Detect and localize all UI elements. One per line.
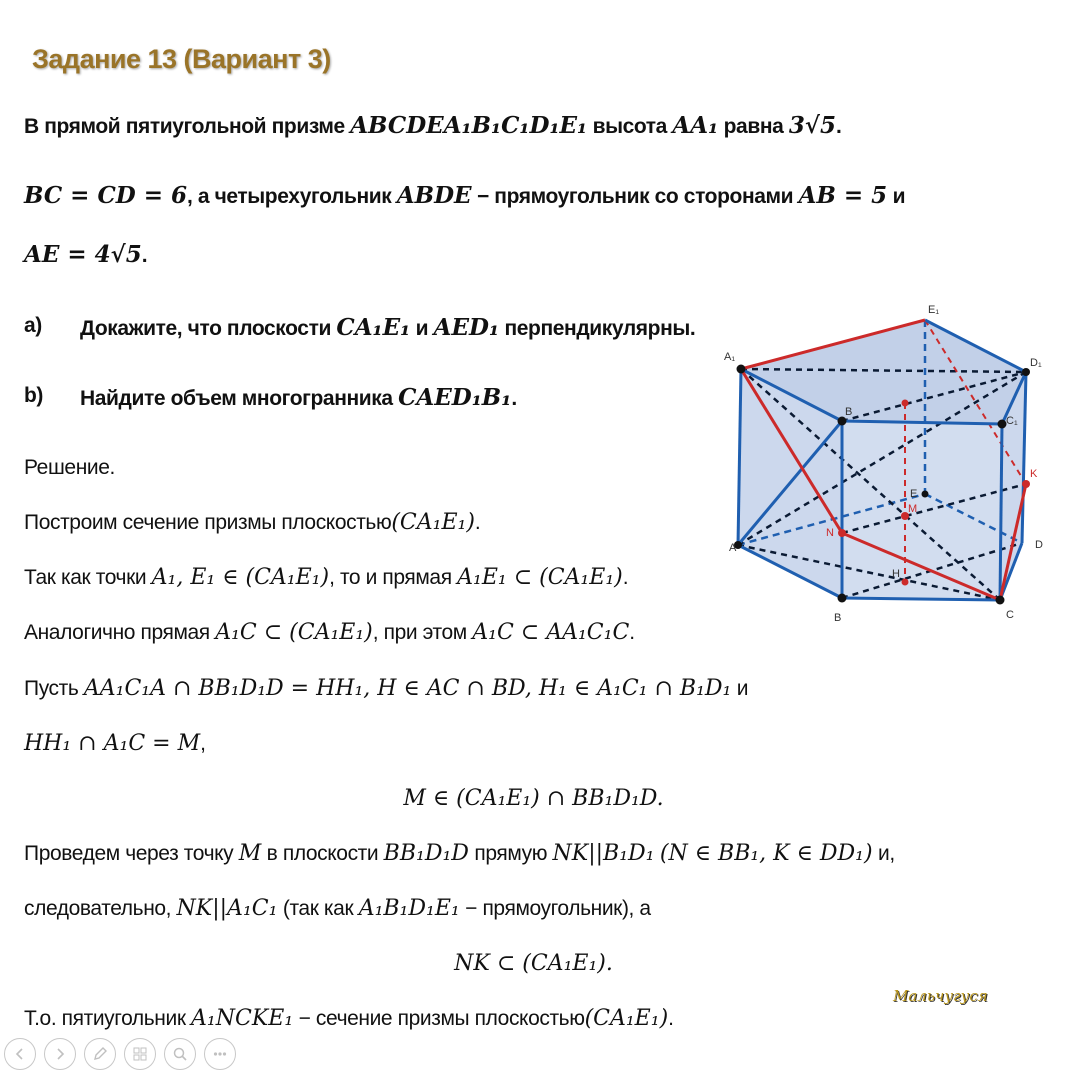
label-d1: D₁ (1030, 357, 1042, 369)
math-part: BB₁D₁D (383, 841, 469, 866)
text-part: прямую (468, 842, 553, 865)
math-part: (CA₁E₁) (391, 510, 475, 535)
text-part: , при этом (372, 621, 473, 644)
math-height: AA₁ (672, 112, 719, 139)
text-part: − прямоугольник), а (459, 897, 651, 920)
text-part: . (511, 387, 517, 410)
text-part: Докажите, что плоскости (80, 317, 337, 340)
text-part: в плоскости (261, 842, 384, 865)
part-a-text (80, 314, 695, 341)
text-part: . (629, 621, 635, 644)
text-part: . (622, 566, 629, 589)
text-part: Проведем через точку (24, 842, 239, 865)
math-part: A₁, E₁ ∈ (CA₁E₁) (151, 565, 330, 590)
text-part: Найдите объем многогранника (80, 387, 399, 410)
slides-icon (132, 1046, 148, 1062)
math-prism: ABCDEA₁B₁C₁D₁E₁ (350, 112, 588, 139)
text-part: . (835, 115, 842, 138)
math-side: AE = 4√5 (24, 241, 142, 268)
label-m: M (908, 503, 918, 515)
text-part: Так как точки (24, 566, 152, 589)
part-b-label: b) (24, 384, 44, 407)
prism-figure (720, 300, 1050, 630)
math-plane: CA₁E₁ (336, 314, 411, 341)
more-icon (212, 1046, 228, 1062)
math-part: M ∈ (CA₁E₁) ∩ BB₁D₁D. (403, 786, 664, 811)
text-part: равна (718, 115, 789, 138)
more-button[interactable] (204, 1038, 236, 1070)
text-part: Пусть (24, 677, 84, 700)
text-part: и (410, 317, 434, 340)
label-c: C (1006, 609, 1014, 621)
solution-line-8 (24, 896, 651, 921)
math-part: A₁NCKE₁ (191, 1006, 294, 1031)
next-slide-button[interactable] (44, 1038, 76, 1070)
label-n: N (826, 527, 834, 539)
math-part: NK||A₁C₁ (176, 896, 278, 921)
text-part: (так как (277, 897, 359, 920)
math-part: NK||B₁D₁ (552, 841, 655, 866)
solution-line-6 (0, 786, 1067, 811)
text-part: и (887, 185, 906, 208)
text-part: и, (872, 842, 895, 865)
text-part: В прямой пятиугольной призме (24, 115, 351, 138)
pen-button[interactable] (84, 1038, 116, 1070)
label-a1: A₁ (724, 351, 736, 363)
solution-line-5 (24, 731, 206, 756)
text-part: Построим сечение призмы плоскостью (24, 511, 392, 534)
text-part: и (731, 677, 749, 700)
slides-button[interactable] (124, 1038, 156, 1070)
math-part: NK ⊂ (CA₁E₁). (454, 951, 613, 976)
solution-line-3 (24, 620, 635, 645)
math-part: A₁C ⊂ (CA₁E₁) (215, 620, 373, 645)
text-part: , а четырехугольник (187, 185, 397, 208)
label-c1: C₁ (1006, 415, 1018, 427)
slideshow-nav (4, 1038, 236, 1070)
problem-line-1 (24, 112, 841, 139)
problem-line-3 (24, 241, 147, 268)
label-h: H (892, 568, 900, 580)
label-d: D (1035, 539, 1043, 551)
solution-line-10 (24, 1006, 674, 1031)
text-part: высота (587, 115, 673, 138)
problem-line-2 (24, 182, 905, 209)
label-a: A (729, 542, 737, 554)
text-part: , (200, 732, 206, 755)
part-a-label: а) (24, 314, 42, 337)
page-title: Задание 13 (Вариант 3) (32, 44, 331, 74)
part-a (24, 314, 42, 338)
signature: Мальчугуся (893, 987, 988, 1005)
solution-line-7 (24, 841, 895, 866)
math-quad: ABDE (396, 182, 472, 209)
solution-line-9 (0, 951, 1067, 976)
solution-line-4 (24, 676, 748, 701)
math-part: (N ∈ BB₁, K ∈ DD₁) (659, 841, 873, 866)
math-part: A₁B₁D₁E₁ (358, 896, 460, 921)
math-value: 3√5 (788, 112, 836, 139)
pen-icon (92, 1046, 108, 1062)
label-e: E (910, 488, 918, 500)
math-equality: BC = CD = 6 (24, 182, 187, 209)
text-part: − сечение призмы плоскостью (293, 1007, 585, 1030)
math-part: A₁C ⊂ AA₁C₁C (472, 620, 630, 645)
math-side: AB = 5 (798, 182, 888, 209)
math-plane: AED₁ (433, 314, 500, 341)
text-part: следовательно, (24, 897, 177, 920)
part-b-text (80, 384, 517, 411)
part-b (24, 384, 43, 408)
text-part: . (141, 244, 148, 267)
label-e1: E₁ (928, 304, 940, 316)
label-b: B (834, 612, 842, 624)
text-part: Аналогично прямая (24, 621, 216, 644)
math-part: HH₁ ∩ A₁C = M (24, 731, 201, 756)
text-part: , то и прямая (329, 566, 458, 589)
arrow-left-icon (13, 1047, 27, 1061)
math-polyhedron: CAED₁B₁ (398, 384, 512, 411)
label-k: K (1030, 468, 1038, 480)
text-part: перпендикулярны. (499, 317, 696, 340)
text-part: Т.о. пятиугольник (24, 1007, 192, 1030)
math-part: (CA₁E₁) (584, 1006, 669, 1031)
text-part: − прямоугольник со сторонами (471, 185, 799, 208)
solution-line-1 (24, 510, 480, 535)
math-part: A₁E₁ ⊂ (CA₁E₁) (457, 565, 623, 590)
prev-slide-button[interactable] (4, 1038, 36, 1070)
zoom-button[interactable] (164, 1038, 196, 1070)
zoom-icon (172, 1046, 188, 1062)
math-part: AA₁C₁A ∩ BB₁D₁D = HH₁, H ∈ AC ∩ BD, H₁ ∈ A₁C₁ ∩ B₁D₁ (83, 676, 732, 701)
math-part: M (238, 841, 262, 866)
arrow-right-icon (53, 1047, 67, 1061)
label-b1: B (845, 406, 853, 418)
text-part: . (474, 511, 481, 534)
solution-heading: Решение. (24, 456, 115, 479)
solution-line-2 (24, 565, 628, 590)
text-part: . (668, 1007, 674, 1030)
